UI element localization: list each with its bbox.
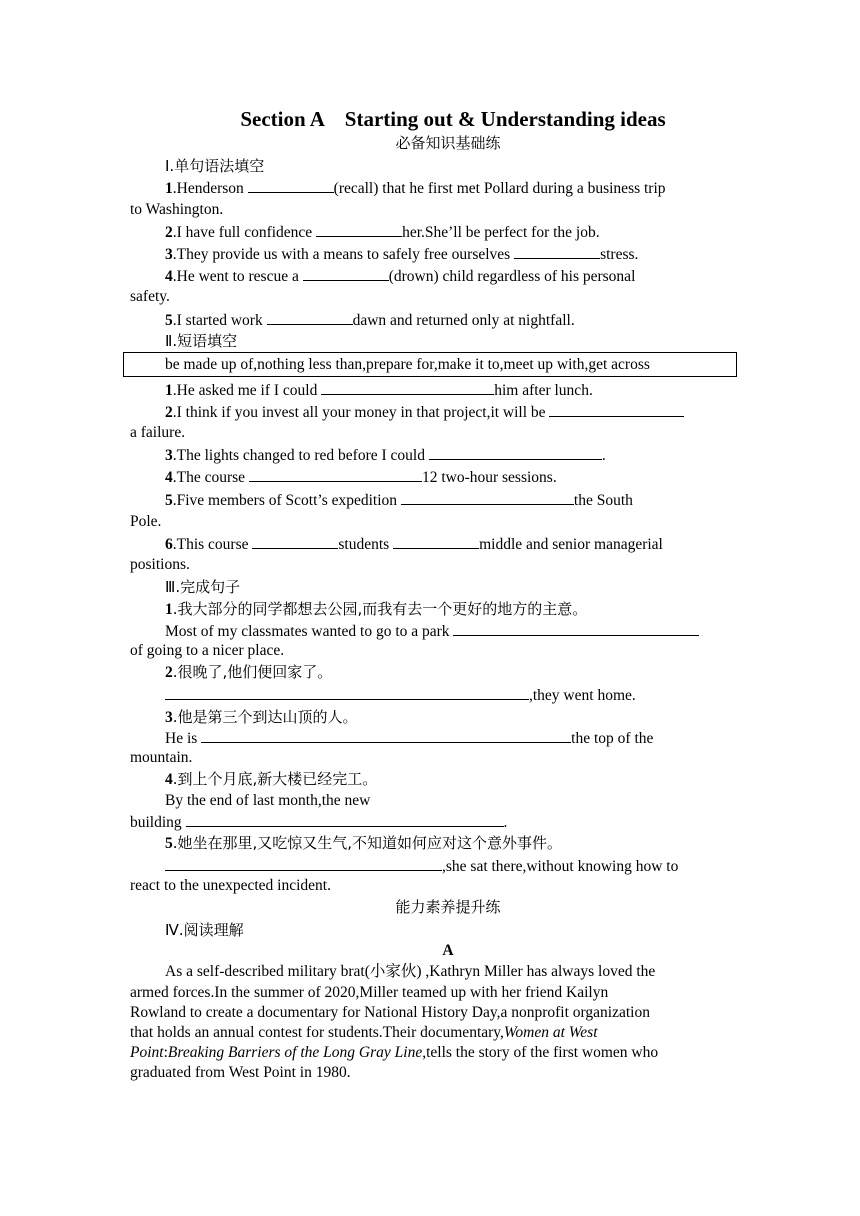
answer-blank[interactable]: [249, 467, 422, 482]
part3-q2: ,they went home.: [165, 685, 636, 706]
part3-q3-cn: 3.他是第三个到达山顶的人。: [165, 708, 358, 726]
part3-q3-cont: mountain.: [130, 749, 193, 766]
part1-q4-cont: safety.: [130, 288, 170, 305]
part1-q5: 5.I started work dawn and returned only at nightfall.: [165, 312, 575, 329]
passage-line-3: Rowland to create a documentary for National History Day,a nonprofit organization: [130, 1004, 650, 1021]
part3-q4-cont: building .: [130, 814, 508, 831]
part3-q5: ,she sat there,without knowing how to: [165, 856, 678, 877]
answer-blank[interactable]: [549, 402, 684, 417]
part3-q1-cont: of going to a nicer place.: [130, 642, 285, 659]
answer-blank[interactable]: [514, 244, 600, 259]
answer-blank[interactable]: [165, 856, 442, 871]
part2-q6: 6.This course students middle and senior managerial: [165, 536, 663, 553]
part1-q1: 1.Henderson (recall) that he first met Pollard during a business trip: [165, 180, 666, 197]
answer-blank[interactable]: [321, 380, 494, 395]
section2-subtitle: 能力素养提升练: [395, 898, 501, 916]
part3-q4: By the end of last month,the new: [165, 792, 371, 809]
passage-line-6: graduated from West Point in 1980.: [130, 1064, 351, 1081]
part2-q5-cont: Pole.: [130, 513, 162, 530]
part3-q1-cn: 1.我大部分的同学都想去公园,而我有去一个更好的地方的主意。: [165, 600, 588, 618]
answer-blank[interactable]: [393, 534, 479, 549]
answer-blank[interactable]: [165, 685, 529, 700]
answer-blank[interactable]: [303, 266, 389, 281]
answer-blank[interactable]: [267, 310, 353, 325]
part1-q4: 4.He went to rescue a (drown) child regardless of his personal: [165, 268, 636, 285]
answer-blank[interactable]: [316, 222, 402, 237]
passage-line-1: As a self-described military brat(小家伙) ,Kathryn Miller has always loved the: [165, 963, 656, 980]
part3-q3: He is the top of the: [165, 730, 654, 747]
section-subtitle: 必备知识基础练: [395, 134, 501, 152]
answer-blank[interactable]: [186, 812, 504, 827]
answer-blank[interactable]: [453, 621, 699, 636]
part2-q2: 2.I think if you invest all your money in that project,it will be: [165, 402, 684, 423]
answer-blank[interactable]: [429, 445, 602, 460]
answer-blank[interactable]: [401, 490, 574, 505]
part3-q1: Most of my classmates wanted to go to a park: [165, 621, 699, 642]
answer-blank[interactable]: [248, 178, 334, 193]
part3-q5-cn: 5.她坐在那里,又吃惊又生气,不知道如何应对这个意外事件。: [165, 834, 563, 852]
part3-q2-cn: 2.很晚了,他们便回家了。: [165, 663, 333, 681]
answer-blank[interactable]: [252, 534, 338, 549]
part3-heading: Ⅲ.完成句子: [165, 578, 241, 596]
answer-blank[interactable]: [201, 728, 571, 743]
part2-q5: 5.Five members of Scott’s expedition the South: [165, 492, 633, 509]
part1-q1-cont: to Washington.: [130, 201, 224, 218]
part4-heading: Ⅳ.阅读理解: [165, 921, 244, 939]
passage-line-2: armed forces.In the summer of 2020,Miller teamed up with her friend Kailyn: [130, 984, 609, 1001]
passage-line-5: Point:Breaking Barriers of the Long Gray Line,tells the story of the first women who: [130, 1044, 659, 1061]
part2-q2-cont: a failure.: [130, 424, 186, 441]
page-title: Section A Starting out & Understanding ideas: [240, 107, 666, 131]
part2-q4: 4.The course 12 two-hour sessions.: [165, 469, 557, 486]
part2-q3: 3.The lights changed to red before I could .: [165, 447, 606, 464]
word-box-text: be made up of,nothing less than,prepare for,make it to,meet up with,get across: [165, 356, 650, 373]
part2-heading: Ⅱ.短语填空: [165, 332, 238, 350]
part3-q5-cont: react to the unexpected incident.: [130, 877, 331, 894]
passage-line-4: that holds an annual contest for students.Their documentary,Women at West: [130, 1024, 598, 1041]
part3-q4-cn: 4.到上个月底,新大楼已经完工。: [165, 770, 378, 788]
part1-q3: 3.They provide us with a means to safely free ourselves stress.: [165, 246, 639, 263]
part1-heading: Ⅰ.单句语法填空: [165, 157, 265, 175]
part2-q1: 1.He asked me if I could him after lunch.: [165, 382, 593, 399]
passage-label: A: [442, 942, 454, 959]
part2-q6-cont: positions.: [130, 556, 190, 573]
part1-q2: 2.I have full confidence her.She’ll be perfect for the job.: [165, 224, 600, 241]
